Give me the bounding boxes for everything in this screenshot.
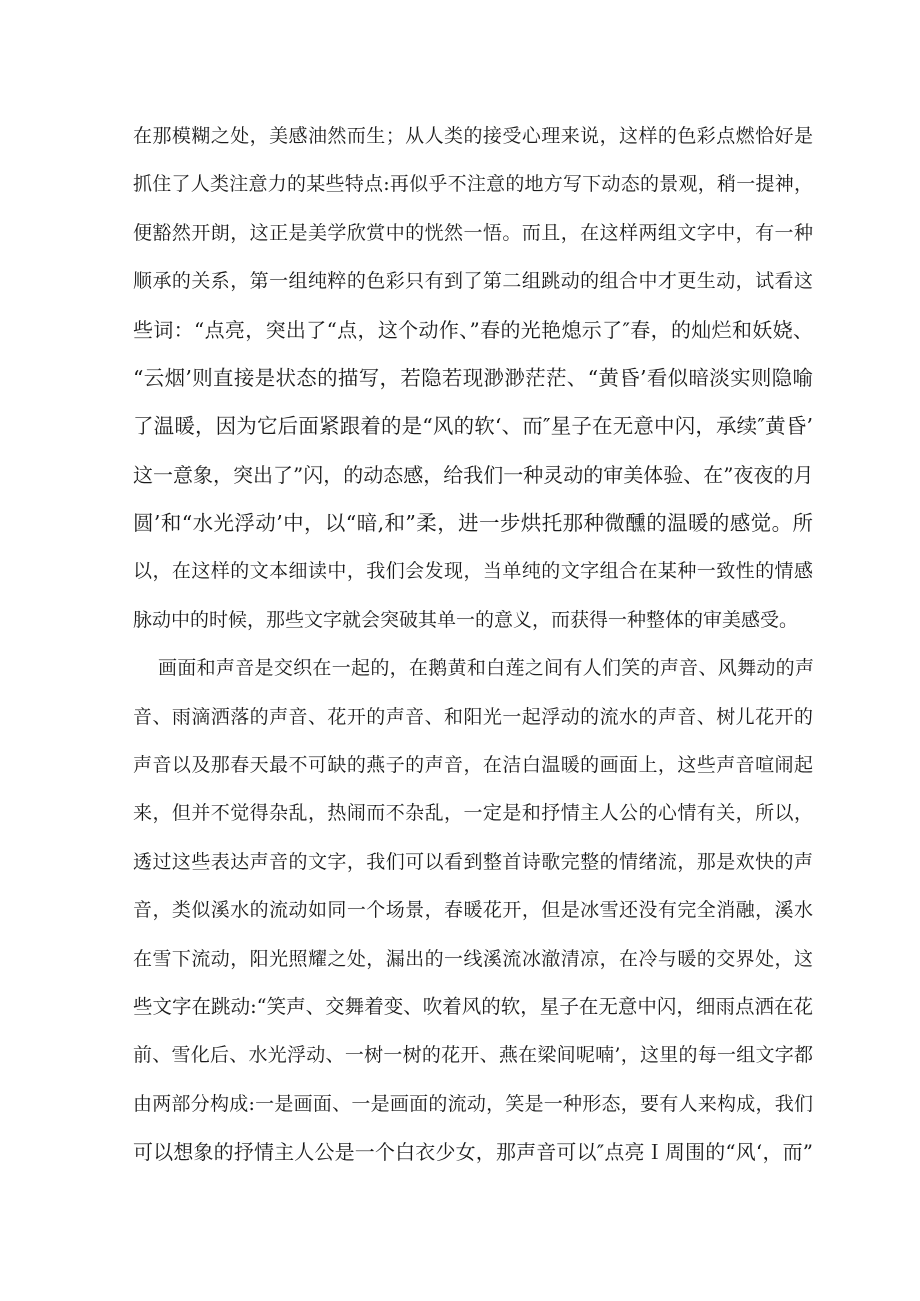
text-line: 脉动中的时候，那些文字就会突破其单一的意义，而获得一种整体的审美感受。 (133, 609, 799, 631)
text-line: 音、雨滴洒落的声音、花开的声音、和阳光一起浮动的流水的声音、树儿花开的 (133, 706, 813, 728)
text-line: 了温暖，因为它后面紧跟着的是“风的软‘、而″星子在无意中闪，承续″黄昏’ (133, 414, 813, 438)
text-line: 些词：“点亮，突出了“点，这个动作、”春的光艳熄示了″春，的灿烂和妖娆、 (133, 318, 813, 342)
text-line: 便豁然开朗，这正是美学欣赏中的恍然一悟。而且，在这样两组文字中，有一种 (133, 222, 813, 244)
text-line: 在雪下流动，阳光照耀之处，漏出的一线溪流冰澈清凉，在冷与暖的交界处，这 (133, 948, 813, 970)
text-line: 声音以及那春天最不可缺的燕子的声音，在洁白温暖的画面上，这些声音喧闹起 (133, 754, 813, 776)
text-line: “云烟’则直接是状态的描写，若隐若现渺渺茫茫、“黄昏’看似暗淡实则隐喻 (133, 366, 813, 390)
text-line: 以，在这样的文本细读中，我们会发现，当单纯的文字组合在某种一致性的情感 (133, 560, 813, 582)
text-line: 这一意象，突出了”闪，的动态感，给我们一种灵动的审美体验、在”夜夜的月 (133, 463, 814, 487)
text-line: 来，但并不觉得杂乱，热闹而不杂乱，一定是和抒情主人公的心情有关，所以， (133, 802, 813, 824)
text-line: 可以想象的抒情主人公是一个白衣少女，那声音可以″点亮Ｉ周围的“风‘，而” (133, 1140, 813, 1164)
text-line: 前、雪化后、水光浮动、一树一树的花开、燕在梁间呢喃’，这里的每一组文字都 (133, 1044, 813, 1066)
text-line: 圆’和“水光浮动’中，以“暗,和”柔，进一步烘托那种微醺的温暖的感觉。所 (133, 511, 813, 535)
text-line: 抓住了人类注意力的某些特点:再似乎不注意的地方写下动态的景观，稍一提神， (133, 173, 813, 195)
text-line: 音，类似溪水的流动如同一个场景，春暖花开，但是冰雪还没有完全消融，溪水 (133, 899, 813, 921)
text-line: 透过这些表达声音的文字，我们可以看到整首诗歌完整的情绪流，那是欢快的声 (133, 851, 813, 873)
text-line: 顺承的关系，第一组纯粹的色彩只有到了第二组跳动的组合中才更生动，试看这 (133, 270, 813, 292)
text-line: 画面和声音是交织在一起的，在鹅黄和白莲之间有人们笑的声音、风舞动的声 (158, 657, 814, 679)
text-line: 些文字在跳动:“笑声、交舞着变、吹着风的软，星子在无意中闪，细雨点洒在花 (133, 995, 813, 1018)
text-line: 在那模糊之处，美感油然而生；从人类的接受心理来说，这样的色彩点燃恰好是 (133, 125, 813, 147)
text-line: 由两部分构成:一是画面、一是画面的流动，笑是一种形态，要有人来构成，我们 (133, 1093, 813, 1115)
